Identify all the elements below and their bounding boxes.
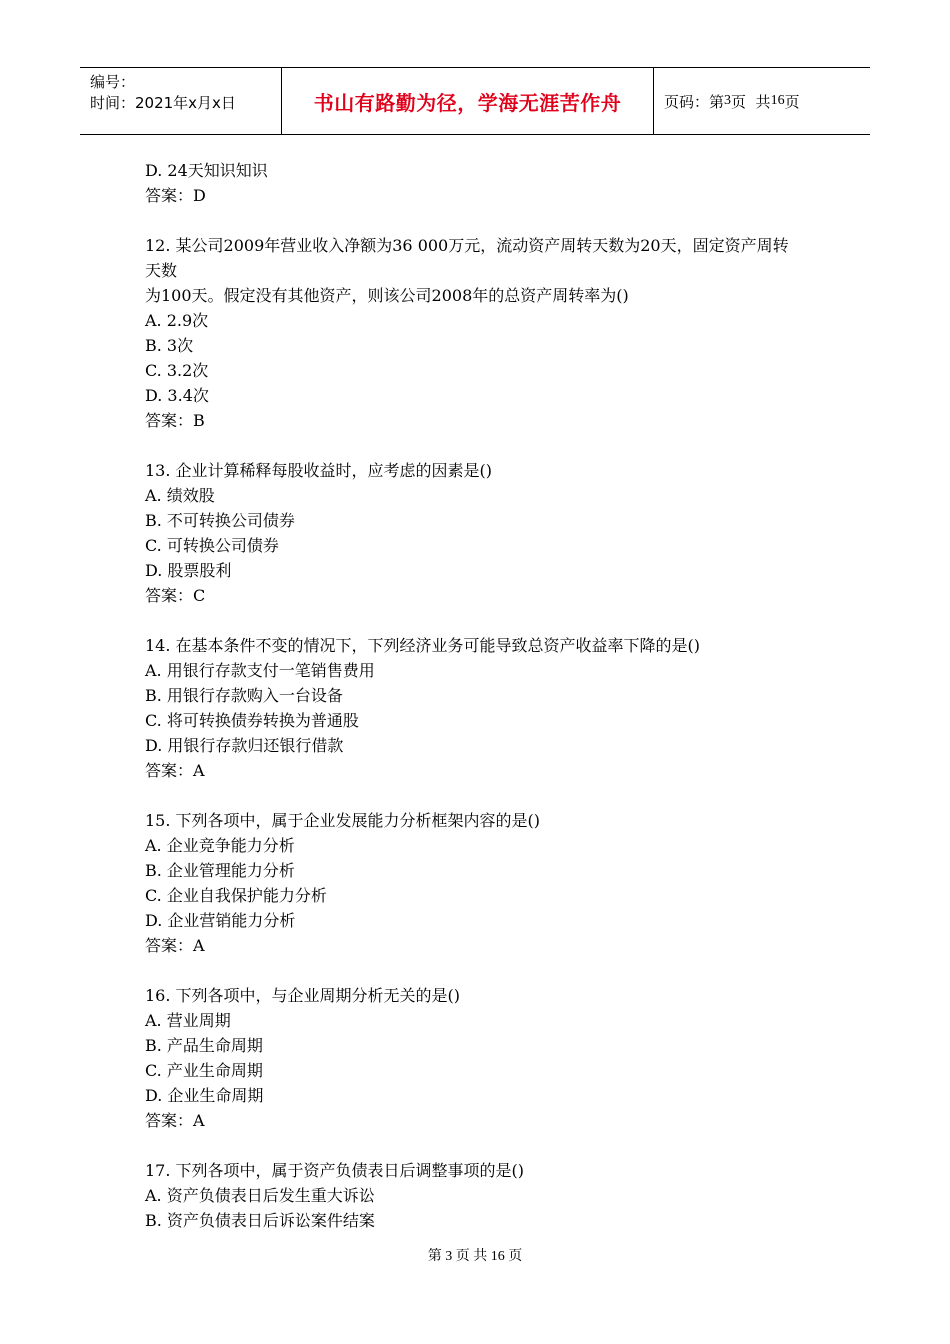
text-line: C. 产业生命周期 [145,1061,263,1080]
page-mid: 页 共 [731,92,771,111]
block-spacer [145,958,825,983]
block-spacer [145,208,825,233]
text-line: D. 股票股利 [145,561,232,580]
page-suffix: 页 [784,92,800,111]
page-prefix: 页码：第 [664,92,725,111]
text-line: A. 企业竞争能力分析 [145,836,295,855]
text-line: 答案：A [145,936,205,955]
question-block [145,1158,825,1233]
page-total: 16 [770,93,785,108]
header-motto-cell [282,68,654,134]
block-spacer [145,783,825,808]
text-line: 为100天。假定没有其他资产，则该公司2008年的总资产周转率为() [145,286,629,305]
text-line: D. 3.4次 [145,386,209,405]
header-motto: 书山有路勤为径，学海无涯苦作舟 [313,90,622,115]
block-spacer [145,1133,825,1158]
text-line: A. 资产负债表日后发生重大诉讼 [145,1186,375,1205]
question-block [145,983,825,1133]
text-line: A. 营业周期 [145,1011,231,1030]
page-header [80,67,870,135]
question-block [145,458,825,608]
text-line: B. 产品生命周期 [145,1036,263,1055]
text-line: 答案：A [145,761,205,780]
text-line: C. 将可转换债券转换为普通股 [145,711,359,730]
text-line: C. 3.2次 [145,361,209,380]
text-line: 12. 某公司2009年营业收入净额为36 000万元，流动资产周转天数为20天，固定资产周转 [145,236,789,255]
text-line: 答案：C [145,586,206,605]
text-line: A. 用银行存款支付一笔销售费用 [145,661,375,680]
text-line: D. 24天知识知识 [145,161,268,180]
text-line: D. 企业生命周期 [145,1086,264,1105]
page-footer: 第 3 页 共 16 页 [427,1249,523,1264]
document-date: 时间：2021年x月x日 [90,94,236,112]
text-line: B. 资产负债表日后诉讼案件结案 [145,1211,375,1230]
text-line: 14. 在基本条件不变的情况下，下列经济业务可能导致总资产收益率下降的是() [145,636,701,655]
question-block [145,158,825,208]
question-block [145,808,825,958]
text-line: D. 用银行存款归还银行借款 [145,736,344,755]
header-meta [80,68,282,134]
text-line: B. 企业管理能力分析 [145,861,295,880]
text-line: C. 可转换公司债券 [145,536,279,555]
document-number-label: 编号： [90,73,136,91]
page-current: 3 [724,93,732,108]
text-line: D. 企业营销能力分析 [145,911,296,930]
text-line: 答案：B [145,411,205,430]
question-block [145,233,825,433]
text-line: 答案：D [145,186,206,205]
text-line: A. 绩效股 [145,486,215,505]
text-line: A. 2.9次 [145,311,209,330]
text-line: 15. 下列各项中，属于企业发展能力分析框架内容的是() [145,811,541,830]
document-body [145,158,825,1233]
text-line: 天数 [145,261,178,280]
text-line: B. 用银行存款购入一台设备 [145,686,343,705]
text-line: 17. 下列各项中，属于资产负债表日后调整事项的是() [145,1161,525,1180]
question-block [145,633,825,783]
header-page-info [654,68,870,134]
text-line: B. 不可转换公司债券 [145,511,295,530]
text-line: C. 企业自我保护能力分析 [145,886,327,905]
text-line: B. 3次 [145,336,194,355]
text-line: 13. 企业计算稀释每股收益时，应考虑的因素是() [145,461,493,480]
block-spacer [145,433,825,458]
text-line: 16. 下列各项中，与企业周期分析无关的是() [145,986,461,1005]
block-spacer [145,608,825,633]
text-line: 答案：A [145,1111,205,1130]
